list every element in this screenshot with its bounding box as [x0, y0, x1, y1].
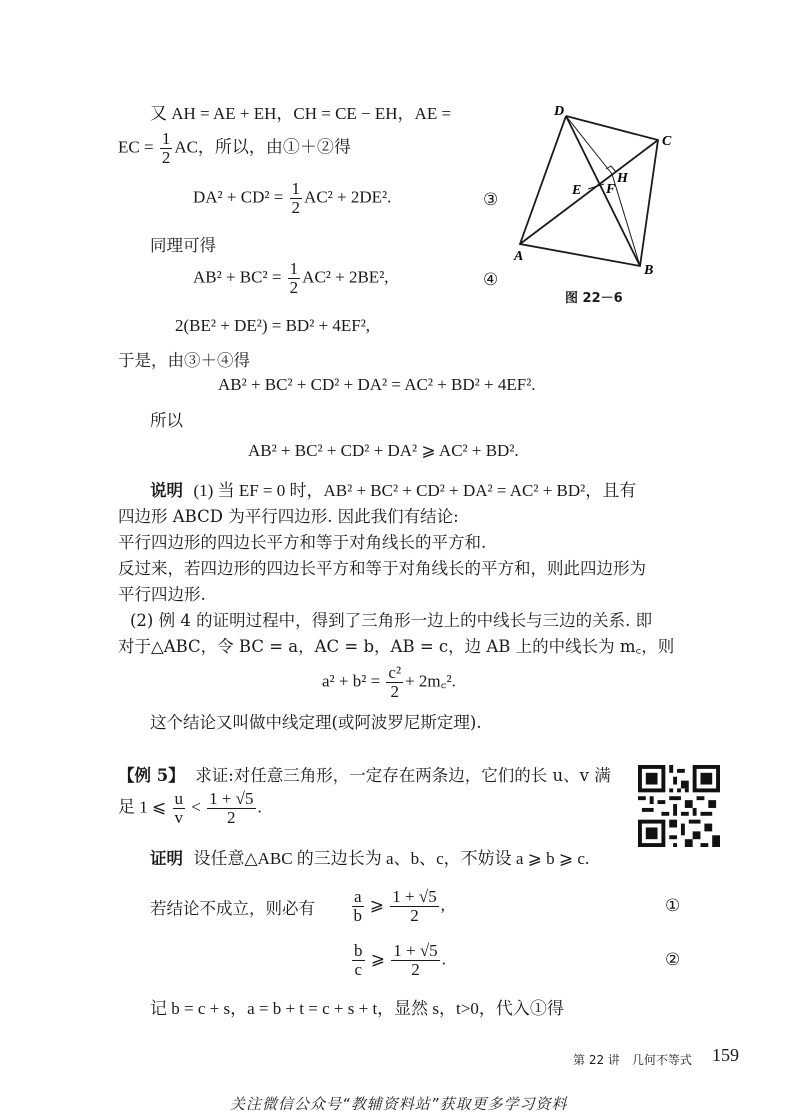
equation-6: AB² + BC² + CD² + DA² = AC² + BD² + 4EF².	[218, 375, 536, 394]
label-E: E	[572, 183, 582, 198]
note-line-6: (2) 例 4 的证明过程中，得到了三角形一边上的中线长与三边的关系. 即	[130, 611, 653, 630]
equation-3-number: ③	[483, 190, 499, 210]
note-line-7: 对于△ABC，令 BC = a，AC = b，AB = c，边 AB 上的中线长为 m꜀，则	[118, 637, 675, 656]
example5-line-1: 【例 5】 求证:对任意三角形，一定存在两条边，它们的长 u、v 满	[118, 766, 611, 785]
proof5-line-1: 证明 设任意△ABC 的三边长为 a、b、c，不妨设 a ⩾ b ⩾ c.	[150, 849, 590, 868]
proof5-inequality-2: $\frac{b}{c}$ ⩾ $\frac{1 + √5}{2}$ .	[354, 941, 446, 979]
label-A: A	[514, 249, 524, 264]
inequality-1-number: ①	[665, 896, 681, 916]
equation-7: AB² + BC² + CD² + DA² ⩾ AC² + BD².	[248, 441, 519, 460]
label-F: F	[606, 182, 616, 197]
inequality-2-number: ②	[665, 950, 681, 970]
note-line-5: 平行四边形.	[118, 585, 206, 604]
qr-code[interactable]	[638, 765, 720, 847]
page-number: 159	[712, 1045, 739, 1065]
proof-line-1: 又 AH = AE + EH，CH = CE − EH，AE =	[150, 104, 452, 123]
equation-5: 2(BE² + DE²) = BD² + 4EF²,	[175, 316, 371, 335]
chapter-running-head: 第 22 讲 几何不等式	[573, 1053, 692, 1067]
example5-tag: 【例 5】	[118, 766, 185, 785]
equation-8: a² + b² = $\frac{\text{c²}}{2}$ + 2m꜀².	[322, 663, 456, 701]
proof5-head: 证明	[150, 849, 183, 868]
equation-4: AB² + BC² = $\frac{1}{2}$ AC² + 2BE²,	[193, 259, 389, 297]
note-line-2: 四边形 ABCD 为平行四边形. 因此我们有结论:	[118, 507, 459, 526]
diagonal-ac	[520, 140, 658, 244]
proof-line-2: EC = $\frac{1}{2}$ AC，所以，由①＋②得	[118, 129, 351, 167]
label-H: H	[617, 171, 628, 186]
proof5-inequality-1: $\frac{a}{b}$ ⩾ $\frac{1 + √5}{2}$ ,	[353, 887, 445, 925]
equation-3: DA² + CD² = $\frac{1}{2}$ AC² + 2DE².	[193, 179, 392, 217]
qr-code-graphic	[638, 765, 720, 847]
note-line-1: 说明 (1) 当 EF = 0 时，AB² + BC² + CD² + DA² = AC² + BD²，且有	[150, 481, 637, 500]
note-line-8: 这个结论又叫做中线定理(或阿波罗尼斯定理).	[150, 713, 482, 732]
label-C: C	[662, 134, 672, 149]
proof5-line-3: 记 b = c + s，a = b + t = c + s + t，显然 s，t>0，代入①得	[150, 999, 564, 1018]
so-line: 所以	[150, 411, 183, 430]
example5-line-2: 足 1 ⩽ $\frac{u}{v}$ < $\frac{1 + √5}{2}$ .	[118, 789, 262, 827]
label-D: D	[554, 104, 565, 119]
proof5-line-2: 若结论不成立，则必有	[150, 899, 315, 918]
equation-4-number: ④	[483, 270, 499, 290]
note-head: 说明	[150, 481, 183, 500]
figure-caption: 图 22－6	[565, 291, 623, 306]
similarly-line: 同理可得	[150, 236, 216, 255]
note-line-3: 平行四边形的四边长平方和等于对角线长的平方和.	[118, 533, 487, 552]
label-B: B	[644, 263, 654, 278]
figure-quadrilateral	[508, 100, 698, 300]
thus-line: 于是，由③＋④得	[118, 351, 250, 370]
note-line-4: 反过来，若四边形的四边长平方和等于对角线长的平方和，则此四边形为	[118, 559, 646, 578]
watermark-text: 关注微信公众号“教辅资料站”获取更多学习资料	[230, 1095, 568, 1113]
